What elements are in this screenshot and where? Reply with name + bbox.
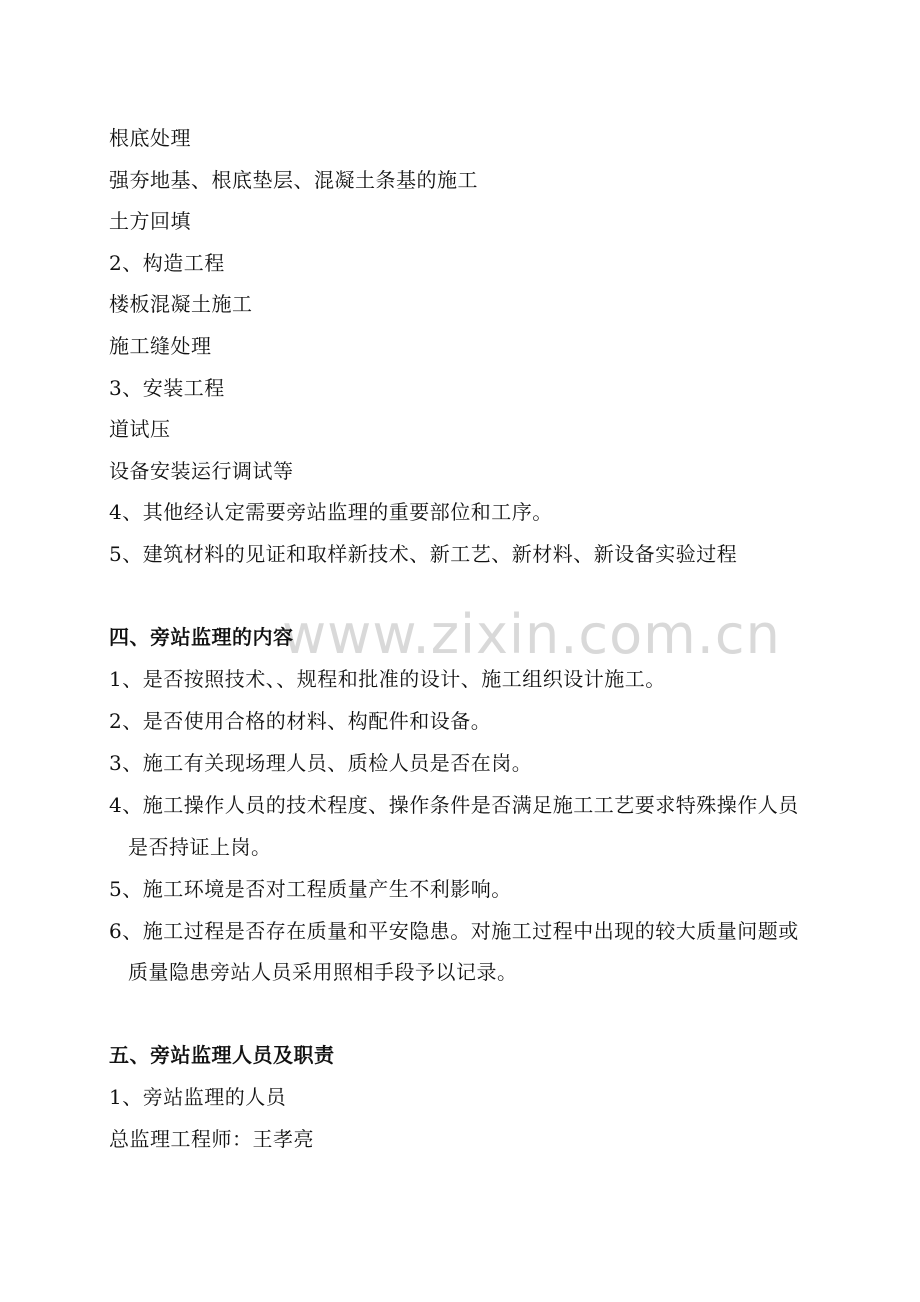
text-line: 楼板混凝土施工 [109,292,253,316]
text-line: 根底处理 [109,126,191,150]
list-item-continuation: 是否持证上岗。 [128,835,272,859]
list-item: 2、是否使用合格的材料、构配件和设备。 [109,709,492,733]
section-heading-5: 五、旁站监理人员及职责 [109,1043,335,1067]
text-line: 3、安装工程 [109,376,225,400]
text-line: 土方回填 [109,209,191,233]
text-line: 2、构造工程 [109,251,225,275]
text-line: 5、建筑材料的见证和取样新技术、新工艺、新材料、新设备实验过程 [109,542,738,566]
list-item: 5、施工环境是否对工程质量产生不利影响。 [109,877,512,901]
text-line: 4、其他经认定需要旁站监理的重要部位和工序。 [109,500,553,524]
section-heading-4: 四、旁站监理的内容 [109,625,294,649]
list-item: 6、施工过程是否存在质量和平安隐患。对施工过程中出现的较大质量问题或 [109,919,799,943]
text-line: 强夯地基、根底垫层、混凝土条基的施工 [109,168,478,192]
list-item: 4、施工操作人员的技术程度、操作条件是否满足施工工艺要求特殊操作人员 [109,793,799,817]
list-item: 1、是否按照技术、、规程和批准的设计、施工组织设计施工。 [109,667,666,691]
list-item: 1、旁站监理的人员 [109,1085,287,1109]
text-line: 道试压 [109,417,171,441]
text-line: 总监理工程师：王孝亮 [109,1127,314,1151]
watermark: www.zixin.com.cn [282,603,781,666]
text-line: 施工缝处理 [109,334,212,358]
list-item: 3、施工有关现场理人员、质检人员是否在岗。 [109,751,533,775]
list-item-continuation: 质量隐患旁站人员采用照相手段予以记录。 [128,960,518,984]
text-line: 设备安装运行调试等 [109,459,294,483]
